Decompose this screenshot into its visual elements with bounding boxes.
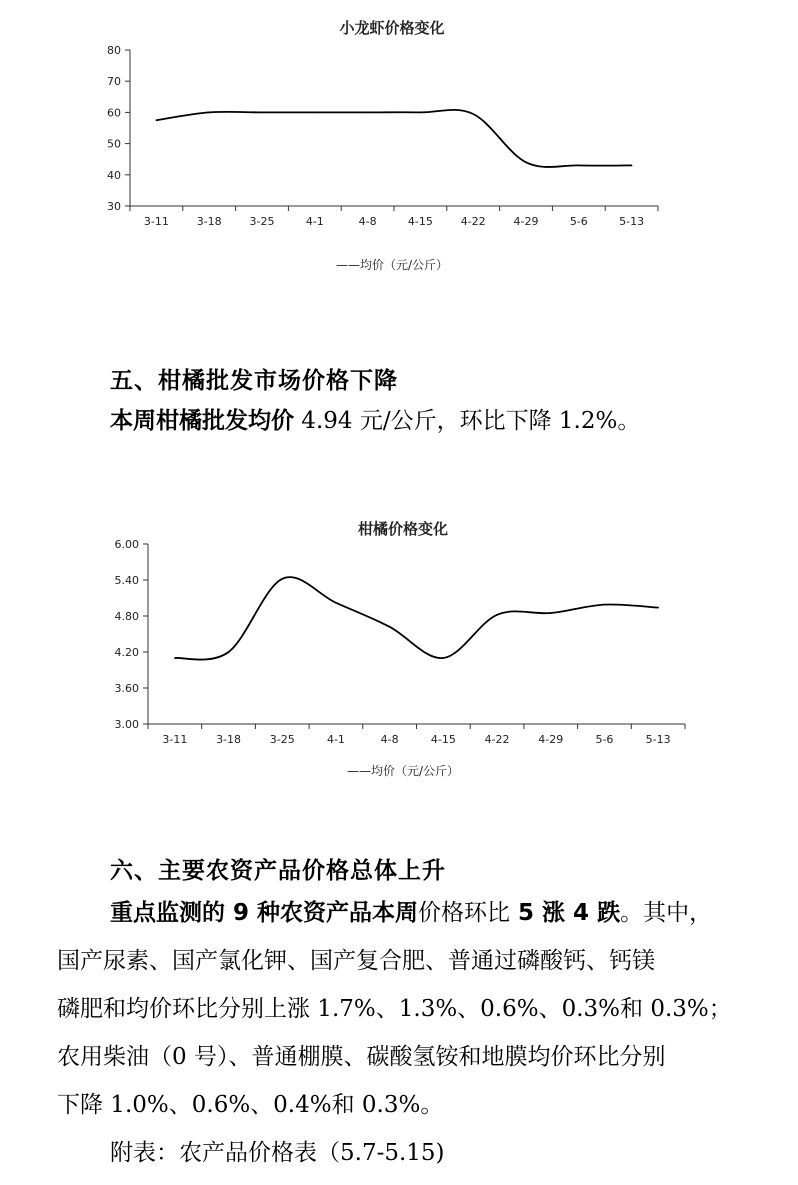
section6-line1 — [110, 889, 712, 937]
x-tick-label: 3-18 — [216, 733, 242, 746]
x-tick-label: 4-29 — [538, 733, 564, 746]
x-tick-label: 4-1 — [326, 733, 345, 746]
section6-appendix-line: 附表：农产品价格表（5.7-5.15) — [110, 1140, 445, 1166]
series-line-average-price — [156, 110, 631, 167]
section6-mid: 价格环比 — [418, 900, 511, 926]
series-line-average-price — [175, 577, 658, 659]
data-point — [550, 612, 552, 614]
x-tick-label: 4-1 — [305, 215, 324, 228]
data-point — [472, 113, 474, 115]
data-point — [261, 112, 263, 114]
section6-end: 。其中， — [620, 900, 713, 926]
x-tick-label: 5-6 — [595, 733, 614, 746]
x-tick-label: 3-25 — [269, 733, 295, 746]
data-point — [525, 162, 527, 164]
y-tick-label: 4.20 — [114, 646, 139, 659]
citrus-chart-svg — [0, 505, 798, 795]
y-tick-label: 3.60 — [114, 682, 139, 695]
data-point — [604, 604, 606, 606]
x-tick-label: 5-6 — [569, 215, 588, 228]
y-tick-label: 80 — [107, 44, 121, 57]
y-tick-label: 30 — [107, 200, 121, 213]
data-point — [281, 578, 283, 580]
x-tick-label: 4-8 — [380, 733, 399, 746]
x-tick-label: 3-25 — [249, 215, 275, 228]
data-point — [228, 651, 230, 653]
crayfish-price-chart — [0, 0, 798, 290]
x-tick-label: 3-18 — [196, 215, 222, 228]
section6-line2: 国产尿素、国产氯化钾、国产复合肥、普通过磷酸钙、钙镁 — [57, 948, 655, 974]
section6-heading: 六、主要农资产品价格总体上升 — [110, 858, 446, 884]
x-tick-label: 4-8 — [358, 215, 377, 228]
x-tick-label: 4-15 — [407, 215, 433, 228]
section5-text: 4.94 元/公斤，环比下降 1.2%。 — [294, 408, 641, 434]
y-tick-label: 4.80 — [114, 610, 139, 623]
section5-paragraph — [110, 397, 640, 445]
chart-title: 小龙虾价格变化 — [339, 19, 445, 37]
data-point — [578, 165, 580, 167]
x-tick-label: 4-22 — [460, 215, 486, 228]
section5-bold-lead: 本周柑橘批发均价 — [110, 408, 294, 434]
data-point — [174, 657, 176, 659]
data-point — [657, 607, 659, 609]
section6-line4: 农用柴油（0 号）、普通棚膜、碳酸氢铵和地膜均价环比分别 — [57, 1044, 666, 1070]
x-tick-label: 5-13 — [619, 215, 645, 228]
x-tick-label: 3-11 — [162, 733, 188, 746]
section5-heading: 五、柑橘批发市场价格下降 — [110, 368, 398, 394]
y-tick-label: 70 — [107, 75, 121, 89]
data-point — [420, 112, 422, 114]
section6-line3: 磷肥和均价环比分别上涨 1.7%、1.3%、0.6%、0.3%和 0.3%； — [57, 996, 732, 1022]
section6-bold-a: 重点监测的 9 种农资产品本周 — [110, 900, 419, 926]
x-tick-label: 4-15 — [430, 733, 456, 746]
x-tick-label: 5-13 — [645, 733, 671, 746]
y-tick-label: 6.00 — [114, 538, 139, 551]
y-tick-label: 60 — [107, 106, 121, 120]
data-point — [631, 165, 633, 167]
y-tick-label: 50 — [107, 137, 121, 151]
y-tick-label: 3.00 — [114, 718, 139, 731]
chart-legend: ——均价（元/公斤） — [335, 258, 449, 272]
section6-line5: 下降 1.0%、0.6%、0.4%和 0.3%。 — [57, 1092, 444, 1118]
chart-title: 柑橘价格变化 — [357, 520, 449, 538]
y-tick-label: 40 — [107, 168, 121, 182]
crayfish-chart-svg — [0, 0, 798, 290]
data-point — [367, 112, 369, 114]
y-tick-label: 5.40 — [114, 574, 139, 587]
data-point — [156, 119, 158, 121]
data-point — [496, 614, 498, 616]
data-point — [208, 112, 210, 114]
x-tick-label: 3-11 — [143, 215, 169, 228]
x-tick-label: 4-29 — [513, 215, 539, 228]
chart-legend: ——均价（元/公斤） — [346, 764, 460, 778]
x-tick-label: 4-22 — [484, 733, 510, 746]
section6-bold-b: 5 涨 4 跌 — [510, 900, 621, 926]
data-point — [314, 112, 316, 114]
citrus-price-chart — [0, 505, 798, 795]
data-point — [335, 602, 337, 604]
data-point — [443, 657, 445, 659]
data-point — [389, 626, 391, 628]
